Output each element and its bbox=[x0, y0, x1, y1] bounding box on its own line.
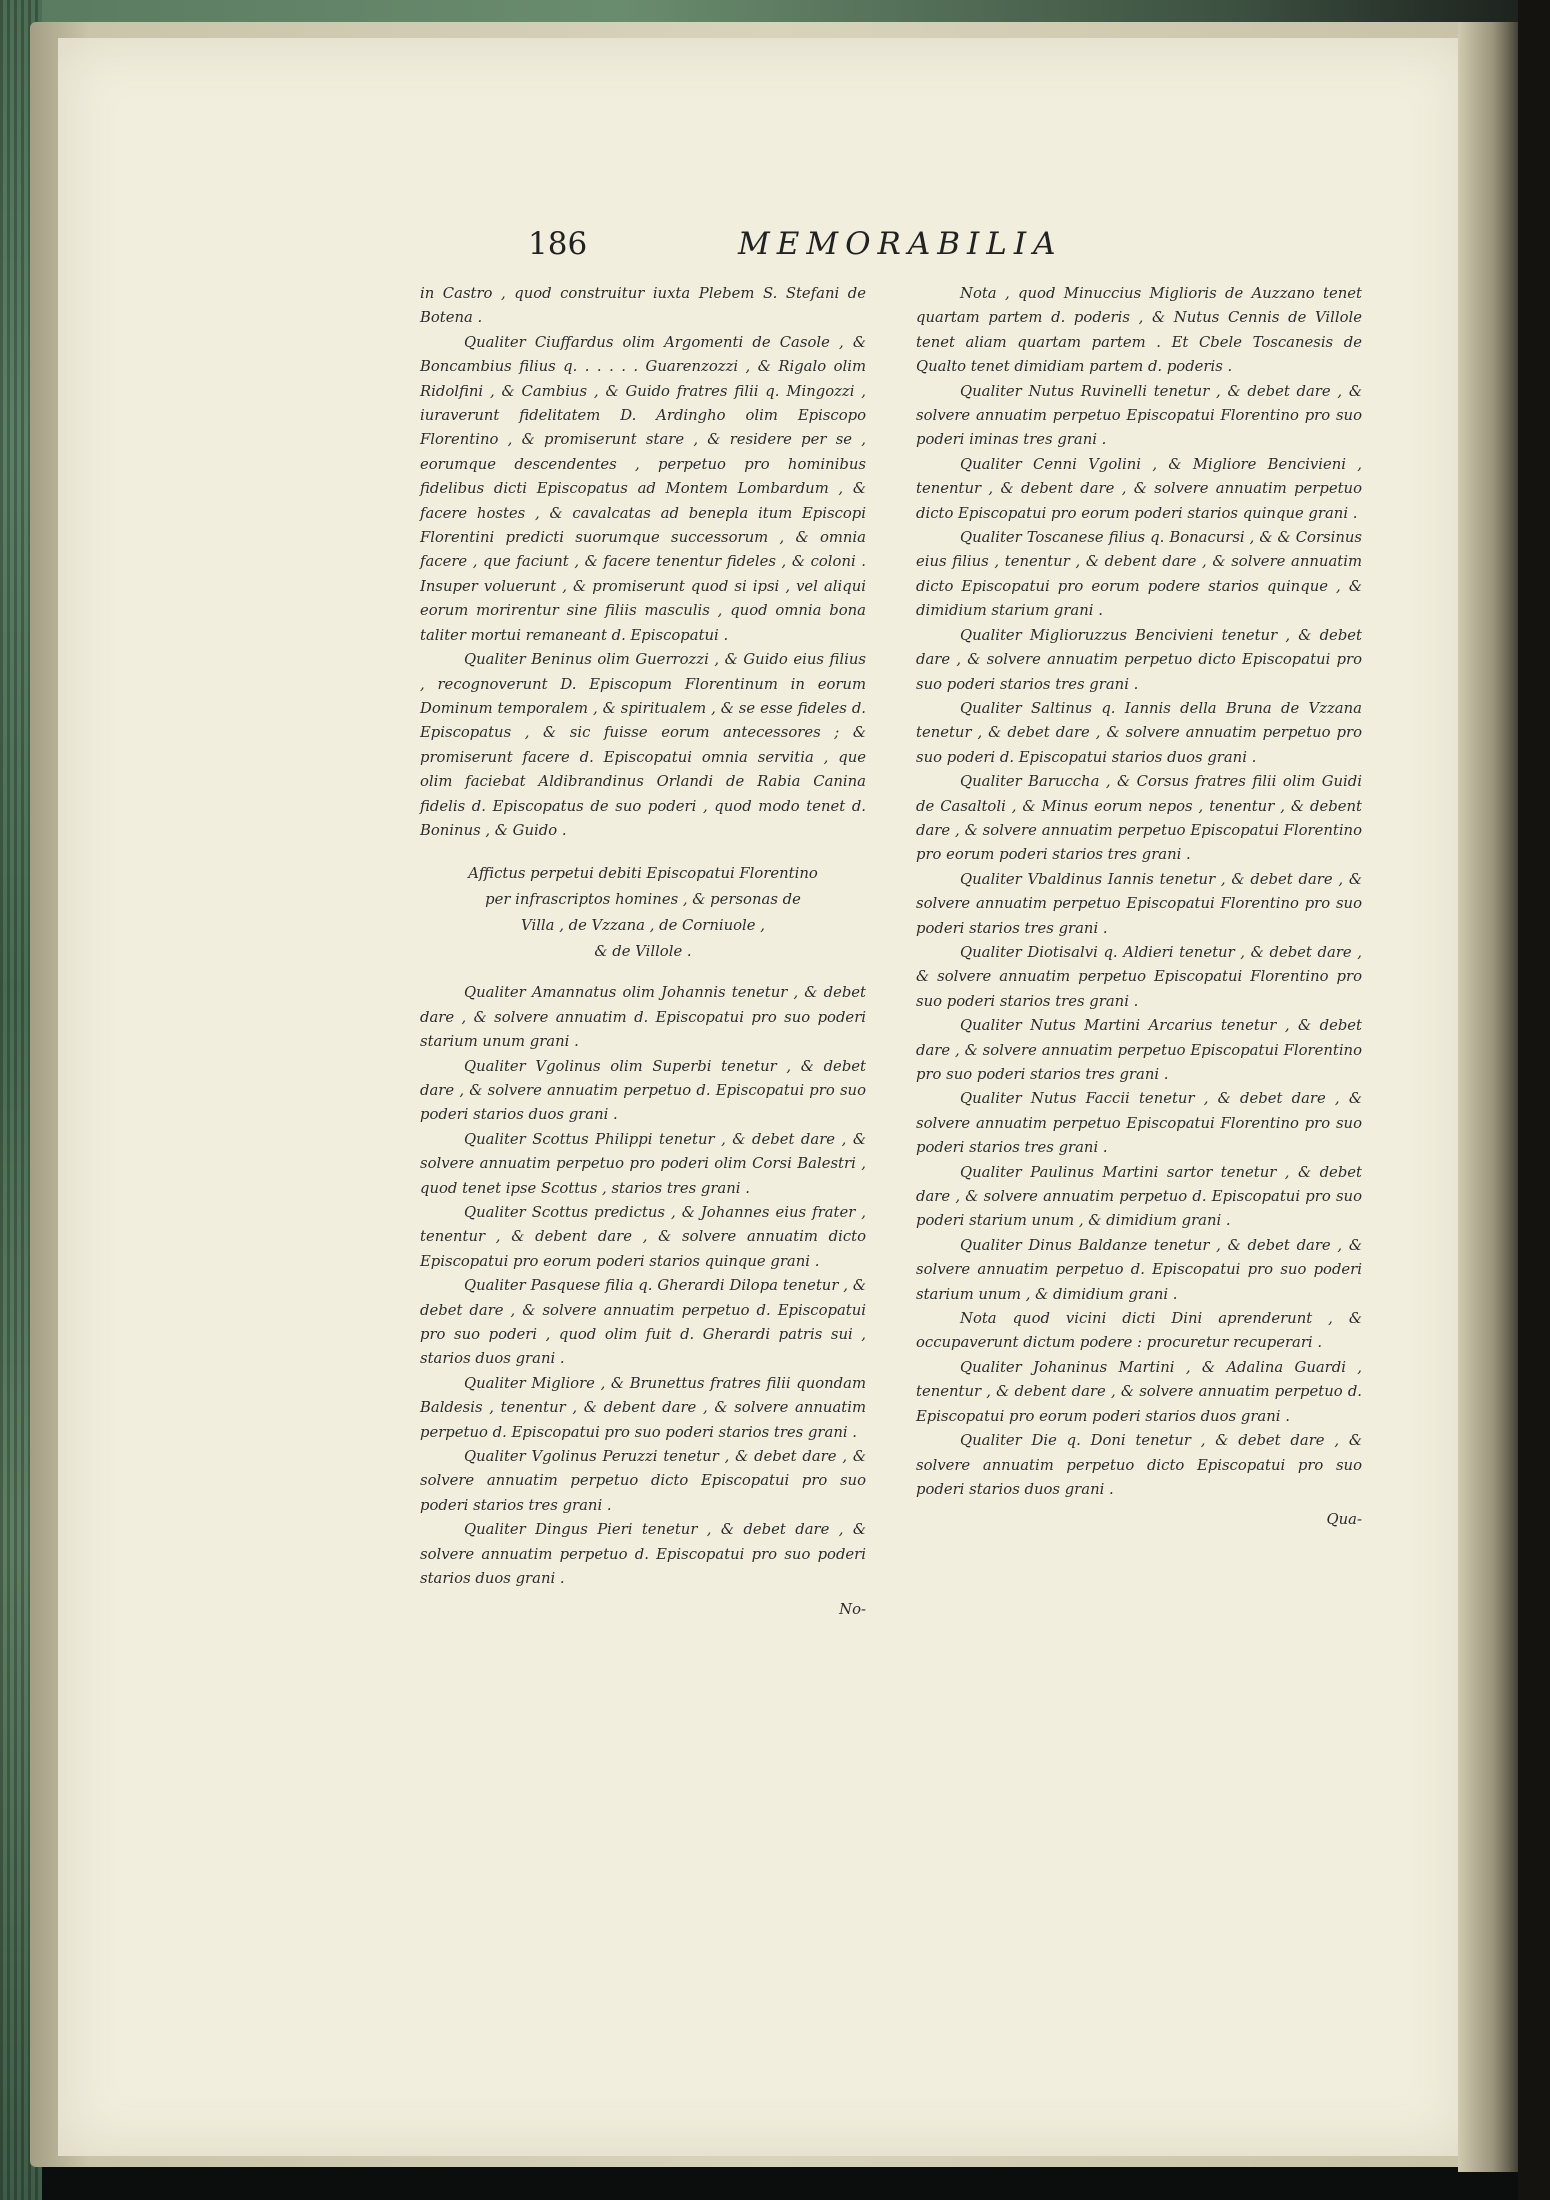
right-column bbox=[916, 282, 1362, 1533]
paragraph: Qualiter Paulinus Martini sartor tenetur , & debet dare , & solvere annuatim perpetuo d. Episcopatui pro suo poderi starium unum , & dimidium grani . bbox=[916, 1163, 1362, 1230]
paragraph: Qualiter Ciuffardus olim Argomenti de Casole , & Boncambius filius q. . . . . . Guarenzozzi , & Rigalo olim Ridolfini , & Cambius , & Guido fratres filii q. Mingozzi , iuraverunt fidelitatem D. Ardingho olim Episcopo Florentino , & promiserunt stare , & residere per se , eorumque descendentes , perpetuo pro hominibus fidelibus dicti Episcopatus ad Montem Lombardum , & facere hostes , & cavalcatas ad benepla itum Episcopi Florentini predicti suorumque successorum , & omnia facere , que faciunt , & facere tenentur fideles , & coloni . Insuper voluerunt , & promiserunt quod si ipsi , vel aliqui eorum morirentur sine filiis masculis , quod omnia bona taliter mortui remaneant d. Episcopatui . bbox=[420, 333, 866, 644]
paragraph: Qualiter Vgolinus olim Superbi tenetur , & debet dare , & solvere annuatim perpetuo d. Episcopatui pro suo poderi starios duos grani . bbox=[420, 1057, 866, 1124]
paragraph: Qualiter Johaninus Martini , & Adalina Guardi , tenentur , & debent dare , & solvere annuatim perpetuo d. Episcopatui pro eorum poderi starios duos grani . bbox=[916, 1358, 1362, 1425]
paragraph: Qualiter Amannatus olim Johannis tenetur , & debet dare , & solvere annuatim d. Episcopatui pro suo poderi starium unum grani . bbox=[420, 984, 866, 1051]
paragraph: Qualiter Vgolinus Peruzzi tenetur , & debet dare , & solvere annuatim perpetuo dicto Episcopatui pro suo poderi starios tres grani . bbox=[420, 1448, 866, 1514]
paragraph: Qualiter Nutus Ruvinelli tenetur , & debet dare , & solvere annuatim perpetuo Episcopatui Florentino pro suo poderi iminas tres grani . bbox=[916, 382, 1362, 449]
paragraph: Qualiter Nutus Faccii tenetur , & debet dare , & solvere annuatim perpetuo Episcopatui Florentino pro suo poderi starios tres grani . bbox=[916, 1090, 1362, 1157]
paragraph: Qualiter Baruccha , & Corsus fratres filii olim Guidi de Casaltoli , & Minus eorum nepos , tenentur , & debent dare , & solvere annuatim perpetuo Episcopatui Florentino pro eorum poderi starios tres grani . bbox=[916, 773, 1362, 864]
paragraph: Qualiter Toscanese filius q. Bonacursi , & & Corsinus eius filius , tenentur , & debent dare , & solvere annuatim dicto Episcopatui pro eorum podere starios quinque , & dimidium starium grani . bbox=[916, 529, 1362, 620]
page-header bbox=[528, 226, 1136, 270]
paragraph: Qualiter Migliore , & Brunettus fratres filii quondam Baldesis , tenentur , & debent dare , & solvere annuatim perpetuo d. Episcopatui pro suo poderi starios tres grani . bbox=[420, 1374, 866, 1441]
paragraph: in Castro , quod construitur iuxta Plebem S. Stefani de Botena . bbox=[420, 285, 866, 327]
paragraph: Qualiter Dingus Pieri tenetur , & debet dare , & solvere annuatim perpetuo d. Episcopatui pro suo poderi starios duos grani . bbox=[420, 1521, 866, 1588]
paragraph: Qualiter Pasquese filia q. Gherardi Dilopa tenetur , & debet dare , & solvere annuatim perpetuo d. Episcopatui pro suo poderi , quod olim fuit d. Gherardi patris sui , starios duos grani . bbox=[420, 1277, 866, 1368]
left-column bbox=[420, 282, 866, 1622]
catchword: No- bbox=[839, 1600, 866, 1618]
paragraph: Qualiter Diotisalvi q. Aldieri tenetur , & debet dare , & solvere annuatim perpetuo Episcopatui Florentino pro suo poderi starios tres grani . bbox=[916, 943, 1362, 1010]
paragraph: Qualiter Cenni Vgolini , & Migliore Bencivieni , tenentur , & debent dare , & solvere annuatim perpetuo dicto Episcopatui pro eorum poderi starios quinque grani . bbox=[916, 455, 1362, 522]
heading-line: Villa , de Vzzana , de Corniuole , bbox=[521, 917, 765, 935]
paragraph: Qualiter Miglioruzzus Bencivieni tenetur , & debet dare , & solvere annuatim perpetuo dicto Episcopatui pro suo poderi starios tres grani . bbox=[916, 626, 1362, 693]
paragraph: Qualiter Vbaldinus Iannis tenetur , & debet dare , & solvere annuatim perpetuo Episcopatui Florentino pro suo poderi starios tres grani . bbox=[916, 870, 1362, 937]
page-number: 186 bbox=[528, 226, 588, 262]
heading-line: & de Villole . bbox=[594, 943, 692, 961]
paragraph: Qualiter Scottus Philippi tenetur , & debet dare , & solvere annuatim perpetuo pro poderi olim Corsi Balestri , quod tenet ipse Scottus , starios tres grani . bbox=[420, 1130, 866, 1197]
heading-line: per infrascriptos homines , & personas de bbox=[485, 891, 801, 909]
paragraph: Qualiter Beninus olim Guerrozzi , & Guido eius filius , recognoverunt D. Episcopum Florentinum in eorum Dominum temporalem , & spiritualem , & se esse fideles d. Episcopatus , & sic fuisse eorum antecessores ; & promiserunt facere d. Episcopatui omnia servitia , que olim faciebat Aldibrandinus Orlandi de Rabia Canina fidelis d. Episcopatus de suo poderi , quod modo tenet d. Boninus , & Guido . bbox=[420, 651, 866, 839]
paragraph: Qualiter Scottus predictus , & Johannes eius frater , tenentur , & debent dare , & solvere annuatim dicto Episcopatui pro eorum poderi starios quinque grani . bbox=[420, 1204, 866, 1270]
paragraph: Qualiter Die q. Doni tenetur , & debet dare , & solvere annuatim perpetuo dicto Episcopatui pro suo poderi starios duos grani . bbox=[916, 1432, 1362, 1498]
paragraph: Qualiter Saltinus q. Iannis della Bruna de Vzzana tenetur , & debet dare , & solvere annuatim perpetuo pro suo poderi d. Episcopatui starios duos grani . bbox=[916, 699, 1362, 766]
book-gutter bbox=[1458, 22, 1520, 2172]
paragraph: Nota quod vicini dicti Dini aprenderunt , & occupaverunt dictum podere : procuretur recuperari . bbox=[916, 1310, 1362, 1352]
catchword: Qua- bbox=[1326, 1511, 1362, 1529]
heading-line: Affictus perpetui debiti Episcopatui Florentino bbox=[468, 865, 818, 883]
paragraph: Qualiter Dinus Baldanze tenetur , & debet dare , & solvere annuatim perpetuo d. Episcopatui pro suo poderi starium unum , & dimidium grani . bbox=[916, 1236, 1362, 1303]
paragraph: Qualiter Nutus Martini Arcarius tenetur , & debet dare , & solvere annuatim perpetuo Episcopatui Florentino pro suo poderi starios tres grani . bbox=[916, 1017, 1362, 1083]
section-heading bbox=[420, 861, 866, 965]
background-right bbox=[1518, 0, 1550, 2200]
paragraph: Nota , quod Minuccius Miglioris de Auzzano tenet quartam partem d. poderis , & Nutus Cennis de Villole tenet aliam quartam partem . Et Cbele Toscanesis de Qualto tenet dimidiam partem d. poderis . bbox=[916, 285, 1362, 376]
running-head: MEMORABILIA bbox=[738, 226, 1063, 262]
